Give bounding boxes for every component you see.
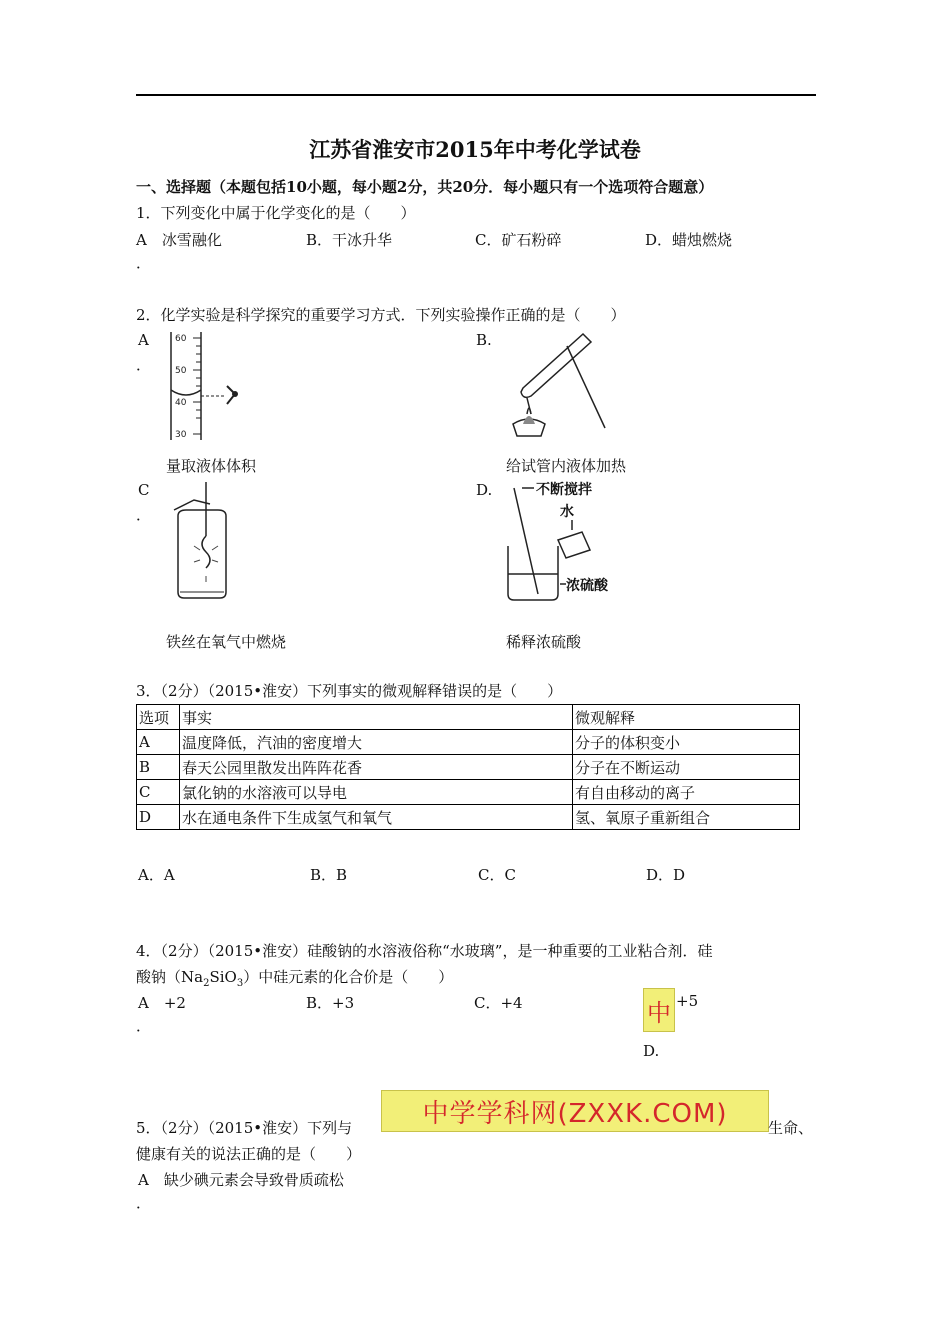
- q2-option-a-caption: 量取液体体积: [166, 457, 257, 475]
- top-rule: [136, 94, 816, 96]
- q5-option-a: A 缺少碘元素会导致骨质疏松: [138, 1171, 344, 1189]
- q2-option-d-letter: D.: [476, 481, 493, 499]
- q3-option-c: C．C: [478, 866, 516, 884]
- table-cell: D: [137, 805, 180, 830]
- q2-stem: 2．化学实验是科学探究的重要学习方式．下列实验操作正确的是（ ）: [136, 306, 626, 324]
- table-cell: 氯化钠的水溶液可以导电: [180, 780, 573, 805]
- q5-stem-line1: 5．（2分）（2015•淮安）下列与: [136, 1119, 353, 1137]
- q1-option-a-dot: ．: [136, 254, 152, 272]
- table-header-cell: 选项: [137, 705, 180, 730]
- q4-stem-line1: 4．（2分）（2015•淮安）硅酸钠的水溶液俗称“水玻璃”，是一种重要的工业粘合剂．硅: [136, 942, 713, 960]
- table-cell: 氢、氧原子重新组合: [573, 805, 800, 830]
- q4-subscript: 2: [203, 978, 210, 989]
- q1-option-a: A 冰雪融化: [136, 231, 222, 249]
- q4-option-d-letter: D.: [643, 1042, 660, 1060]
- q3-table: [136, 704, 800, 830]
- table-header-row: [137, 705, 800, 730]
- q2-option-b-letter: B.: [476, 331, 492, 349]
- d-label-water: 水: [560, 504, 574, 520]
- q4-option-c: C．+4: [474, 994, 523, 1012]
- q2-option-c-dot: ．: [136, 506, 152, 524]
- cyl-tick-30: 30: [175, 430, 187, 440]
- table-row: [137, 805, 800, 830]
- d-label-stir: 不断搅拌: [536, 482, 592, 498]
- table-cell: 分子的体积变小: [573, 730, 800, 755]
- q1-option-b: B．干冰升华: [306, 231, 393, 249]
- table-row: [137, 780, 800, 805]
- q3-option-b: B．B: [310, 866, 348, 884]
- table-row: [137, 730, 800, 755]
- cyl-tick-40: 40: [175, 398, 187, 408]
- watermark-banner: 中学学科网(ZXXK.COM): [381, 1090, 769, 1132]
- table-cell: 有自由移动的离子: [573, 780, 800, 805]
- table-cell: B: [137, 755, 180, 780]
- q4-option-a: A +2: [138, 994, 186, 1012]
- q4-stem-part: 酸钠（Na: [136, 968, 204, 986]
- dilute-acid-figure: [500, 476, 630, 604]
- q2-option-c-letter: C: [138, 481, 150, 499]
- q5-stem-line1-end: 生命、: [768, 1119, 814, 1137]
- q3-stem: 3．（2分）（2015•淮安）下列事实的微观解释错误的是（ ）: [136, 682, 563, 700]
- q4-stem-part: SiO: [209, 968, 237, 986]
- table-header-cell: 事实: [180, 705, 573, 730]
- table-cell: 温度降低，汽油的密度增大: [180, 730, 573, 755]
- q3-option-a: A．A: [138, 866, 175, 884]
- q2-option-c-caption: 铁丝在氧气中燃烧: [166, 633, 287, 651]
- cyl-tick-60: 60: [175, 334, 187, 344]
- q4-option-b: B．+3: [306, 994, 355, 1012]
- q4-subscript: 3: [236, 978, 244, 989]
- q4-option-a-dot: ．: [136, 1017, 152, 1035]
- q2-option-d-caption: 稀释浓硫酸: [506, 633, 582, 651]
- cyl-tick-50: 50: [175, 366, 187, 376]
- q5-stem-line2: 健康有关的说法正确的是（ ）: [136, 1145, 362, 1163]
- table-row: [137, 755, 800, 780]
- watermark-box: 中: [643, 988, 675, 1032]
- q2-option-a-dot: ．: [136, 356, 152, 374]
- q4-option-d-value: +5: [676, 992, 699, 1010]
- table-cell: 水在通电条件下生成氢气和氧气: [180, 805, 573, 830]
- q5-option-a-dot: ．: [136, 1194, 152, 1212]
- table-cell: C: [137, 780, 180, 805]
- graduated-cylinder-figure: [165, 328, 245, 444]
- q1-stem: 1．下列变化中属于化学变化的是（ ）: [136, 204, 416, 222]
- q3-option-d: D．D: [646, 866, 686, 884]
- section-heading: 一、选择题（本题包括10小题，每小题2分，共20分．每小题只有一个选项符合题意）: [136, 178, 714, 196]
- q4-stem-line2: [136, 966, 453, 989]
- page-title: 江苏省淮安市2015年中考化学试卷: [309, 137, 641, 162]
- table-cell: A: [137, 730, 180, 755]
- iron-wire-burning-figure: [170, 480, 234, 602]
- q4-stem-part: ）中硅元素的化合价是（ ）: [243, 968, 454, 986]
- q1-option-d: D．蜡烛燃烧: [645, 231, 733, 249]
- q1-option-c: C．矿石粉碎: [475, 231, 562, 249]
- q2-option-a-letter: A: [138, 331, 149, 349]
- q2-option-b-caption: 给试管内液体加热: [506, 457, 627, 475]
- test-tube-heating-figure: [505, 328, 615, 446]
- table-cell: 分子在不断运动: [573, 755, 800, 780]
- table-cell: 春天公园里散发出阵阵花香: [180, 755, 573, 780]
- table-header-cell: 微观解释: [573, 705, 800, 730]
- eye-icon: [227, 386, 238, 404]
- d-label-acid: 浓硫酸: [566, 578, 608, 594]
